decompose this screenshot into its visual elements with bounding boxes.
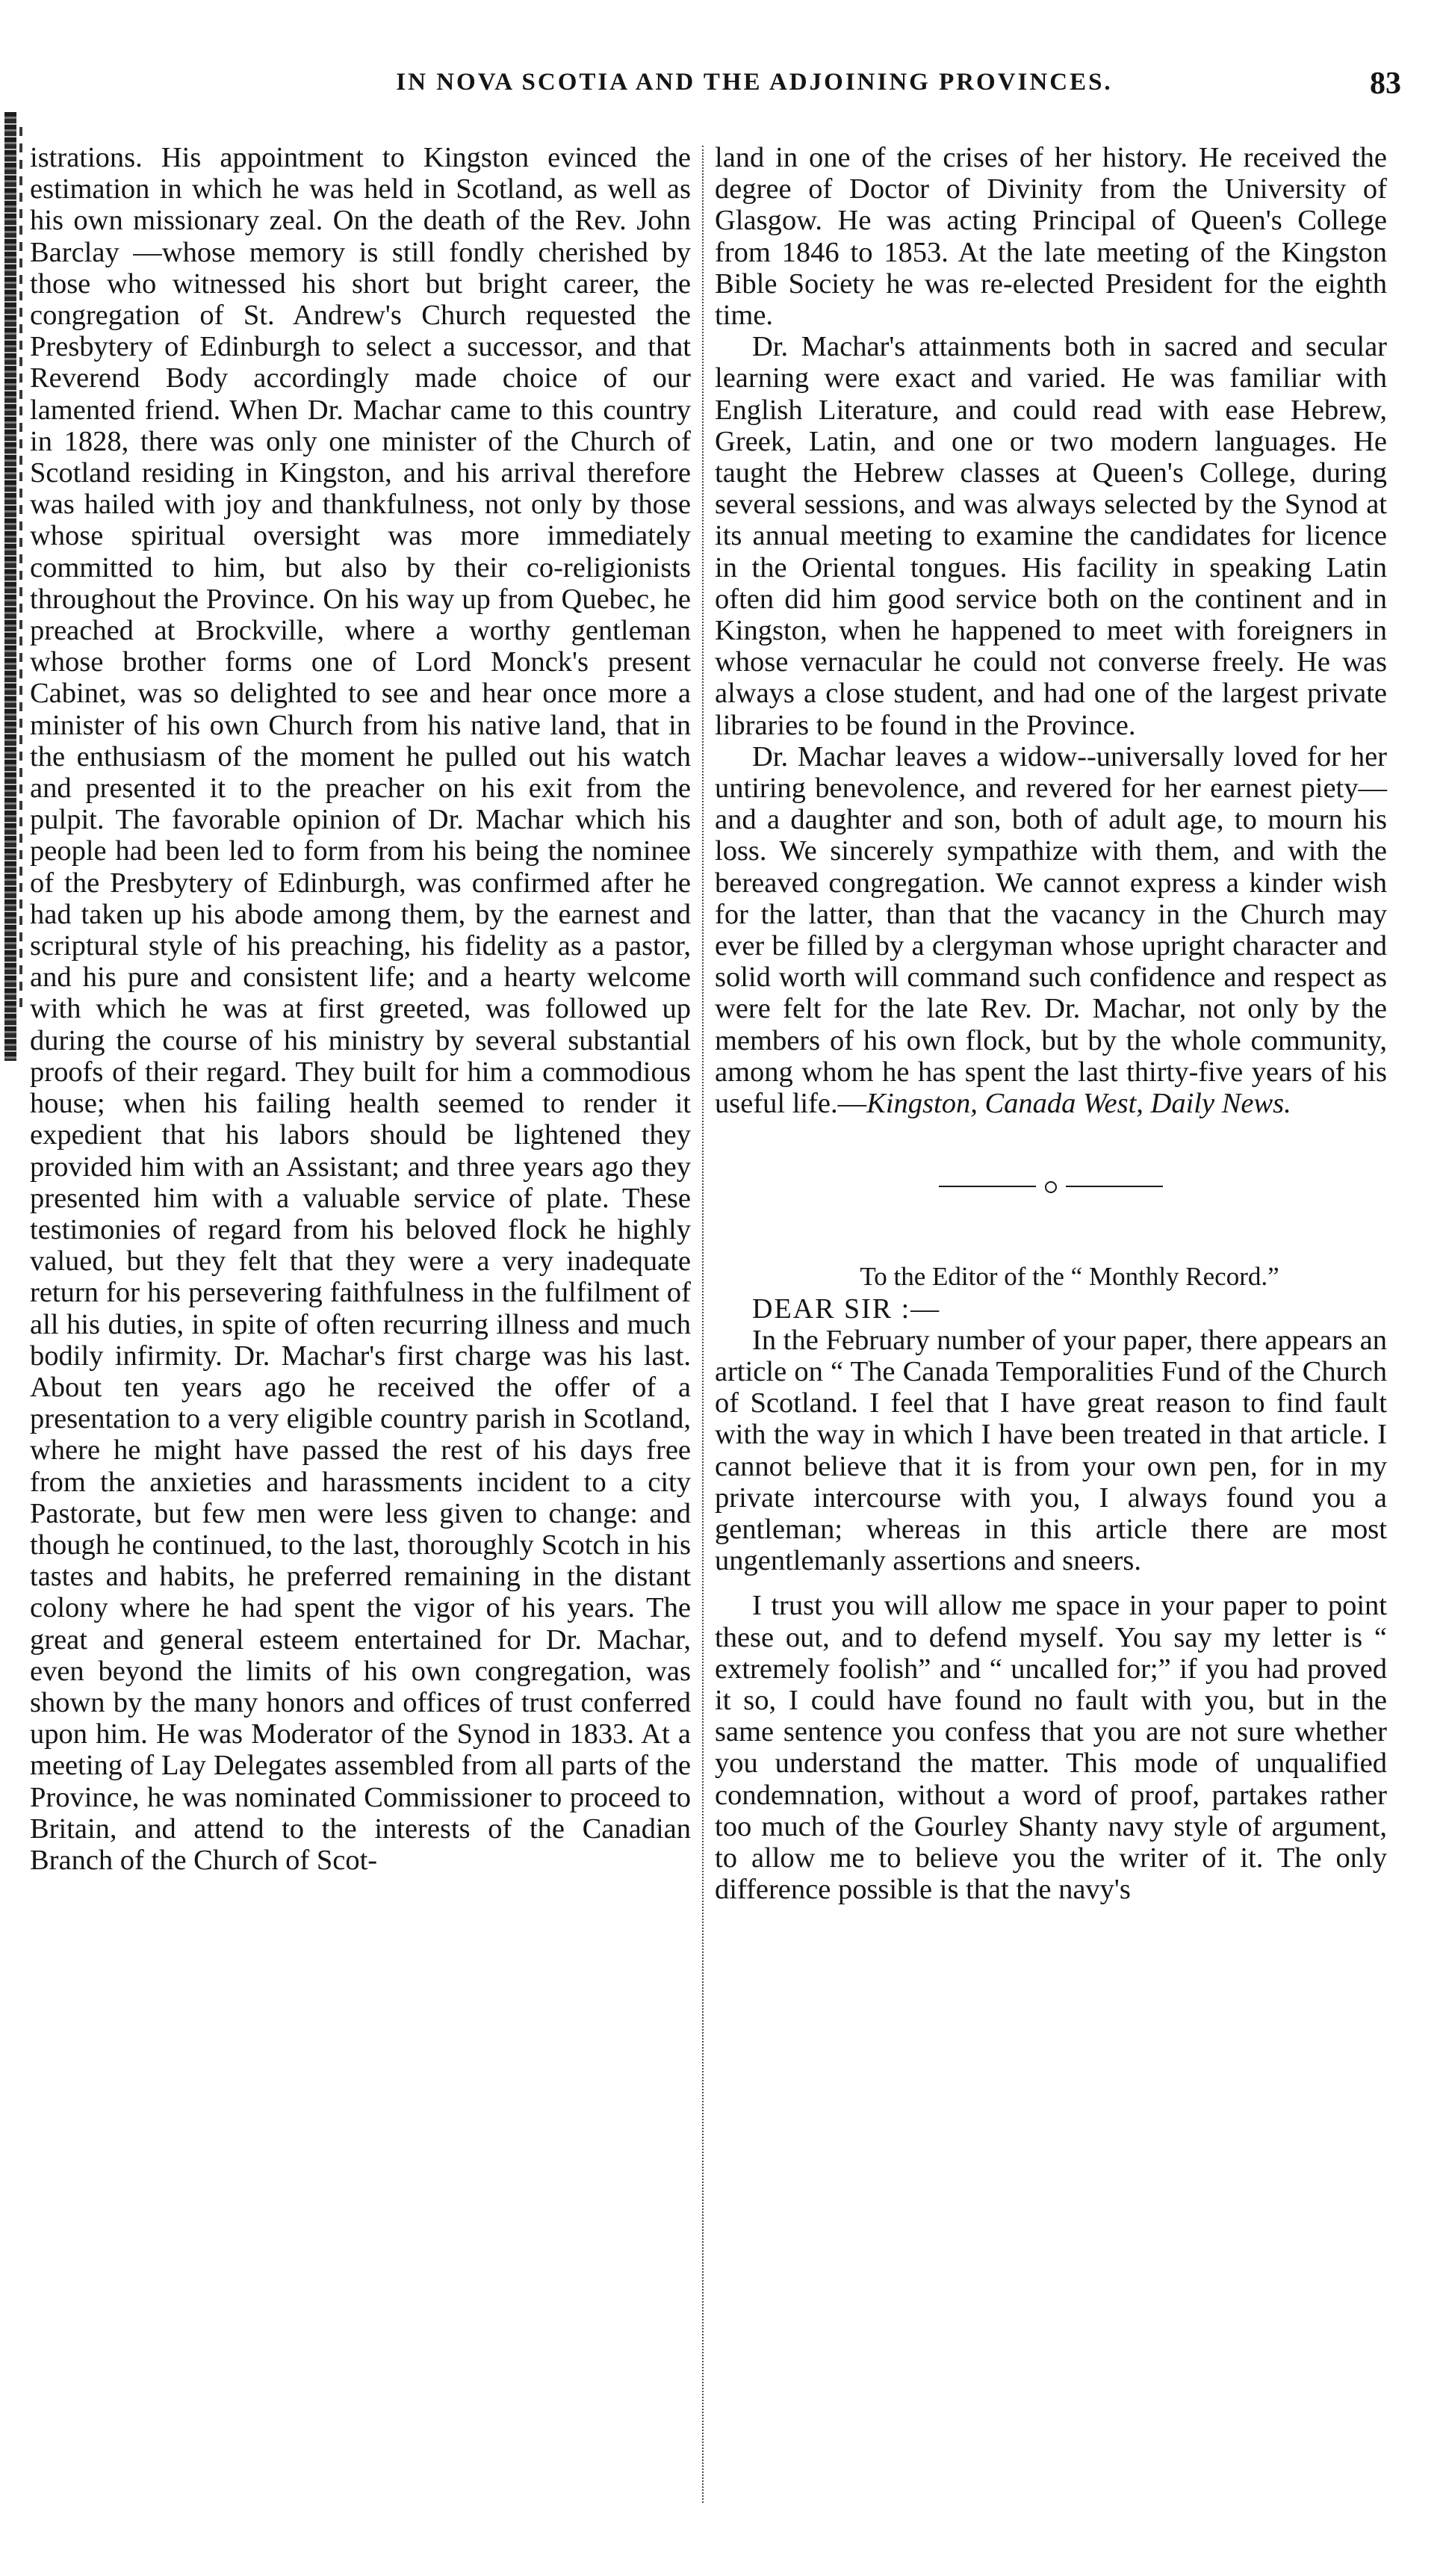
letter-paragraph-1: In the February number of your paper, there appears an article on “ The Canada Temporalities Fund of the Church of Scotland. I feel that I have great reason to find fault with the way in which I have been treated in that article. I cannot believe that it is from your own pen, for in my private intercourse with you, I always found you a gentleman; whereas in this article there are most ungentlemanly assertions and sneers.	[715, 1324, 1387, 1577]
right-column	[715, 142, 1387, 1905]
running-header: IN NOVA SCOTIA AND THE ADJOINING PROVINCES.	[396, 69, 1113, 96]
left-column	[30, 142, 691, 1876]
letter-paragraph-2: I trust you will allow me space in your paper to point these out, and to defend myself. You say my letter is “ extremely foolish” and “ uncalled for;” if you had proved it so, I could have found no fault with you, but in the same sentence you confess that you are not sure whether you understand the matter. This mode of unqualified condemnation, without a word of proof, partakes rather too much of the Gourley Shanty navy style of argument, to allow me to believe you the writer of it. The only difference possible is that the navy's	[715, 1590, 1387, 1906]
page-number: 83	[1370, 66, 1401, 101]
letter-salutation: DEAR SIR :—	[752, 1292, 941, 1325]
obituary-paragraph-3-text: Dr. Machar leaves a widow--universally loved for her untiring benevolence, and revered for her earnest piety—and a daughter and son, both of adult age, to mourn his loss. We sincerely sympathize with them, and with the bereaved congregation. We cannot express a kinder wish for the latter, than that the vacancy in the Church may ever be filled by a clergyman whose upright character and solid worth will command such confidence and respect as were felt for the late Rev. Dr. Machar, not only by the members of his own flock, but by the whole community, among whom he has spent the last thirty-five years of his useful life.—	[715, 740, 1387, 1120]
obituary-paragraph-3	[715, 741, 1387, 1119]
left-column-paragraph: istrations. His appointment to Kingston evinced the estimation in which he was held in Scotland, as well as his own missionary zeal. On the death of the Rev. John Barclay —whose memory is still fondly cherished by those who witnessed his short but bright career, the congregation of St. Andrew's Church requested the Presbytery of Edinburgh to select a successor, and that Reverend Body accordingly made choice of our lamented friend. When Dr. Machar came to this country in 1828, there was only one minister of the Church of Scotland residing in Kingston, and his arrival therefore was hailed with joy and thankfulness, not only by those whose spiritual oversight was more immediately committed to him, but also by their co-religionists throughout the Province. On his way up from Quebec, he preached at Brockville, where a worthy gentleman whose brother forms one of Lord Monck's present Cabinet, was so delighted to see and hear once more a minister of his own Church from his native land, that in the enthusiasm of the moment he pulled out his watch and presented it to the preacher on his exit from the pulpit. The favorable opinion of Dr. Machar which his people had been led to form from his being the nominee of the Presbytery of Edinburgh, was confirmed after he had taken up his abode among them, by the earnest and scriptural style of his preaching, his fidelity as a pastor, and his pure and consistent life; and a hearty welcome with which he was at first greeted, was followed up during the course of his ministry by several substantial proofs of their regard. They built for him a commodious house; when his failing health seemed to render it expedient that his labors should be lightened they provided him with an Assistant; and three years ago they presented him with a valuable service of plate. These testimonies of regard from his beloved flock he highly valued, but they felt that they were a very inadequate return for his persevering faithfulness in the fulfilment of all his duties, in spite of often recurring illness and much bodily infirmity. Dr. Machar's first charge was his last. About ten years ago he received the offer of a presentation to a very eligible country parish in Scotland, where he might have passed the rest of his days free from the anxieties and harassments incident to a city Pastorate, but few men were less given to change: and though he continued, to the last, thoroughly Scotch in his tastes and habits, he preferred remaining in the distant colony where he had spent the vigor of his years. The great and general esteem entertained for Dr. Machar, even beyond the limits of his own congregation, was shown by the many honors and offices of trust conferred upon him. He was Moderator of the Synod in 1833. At a meeting of Lay Delegates assembled from all parts of the Province, he was nominated Commissioner to proceed to Britain, and attend to the interests of the Canadian Branch of the Church of Scot-	[30, 142, 691, 1876]
obituary-paragraph-2: Dr. Machar's attainments both in sacred and secular learning were exact and varied. He was familiar with English Literature, and could read with ease Hebrew, Greek, Latin, and one or two modern languages. He taught the Hebrew classes at Queen's College, during several sessions, and was always selected by the Synod at its annual meeting to examine the candidates for licence in the Oriental tongues. His facility in speaking Latin often did him good service both on the continent and in Kingston, when he happened to meet with foreigners in whose vernacular he could not converse freely. He was always a close student, and had one of the largest private libraries to be found in the Province.	[715, 331, 1387, 741]
letter-heading: To the Editor of the “ Monthly Record.”	[860, 1262, 1279, 1292]
section-separator	[939, 1180, 1163, 1192]
obituary-paragraph-1: land in one of the crises of her history. He received the degree of Doctor of Divinity from the University of Glasgow. He was acting Principal of Queen's College from 1846 to 1853. At the late meeting of the Kingston Bible Society he was re-elected President for the eighth time.	[715, 142, 1387, 332]
source-credit: Kingston, Canada West, Daily News.	[866, 1088, 1291, 1120]
binding-edge-marks	[19, 127, 22, 1009]
binding-edge-shadow	[4, 112, 16, 1061]
column-divider	[702, 146, 704, 2503]
